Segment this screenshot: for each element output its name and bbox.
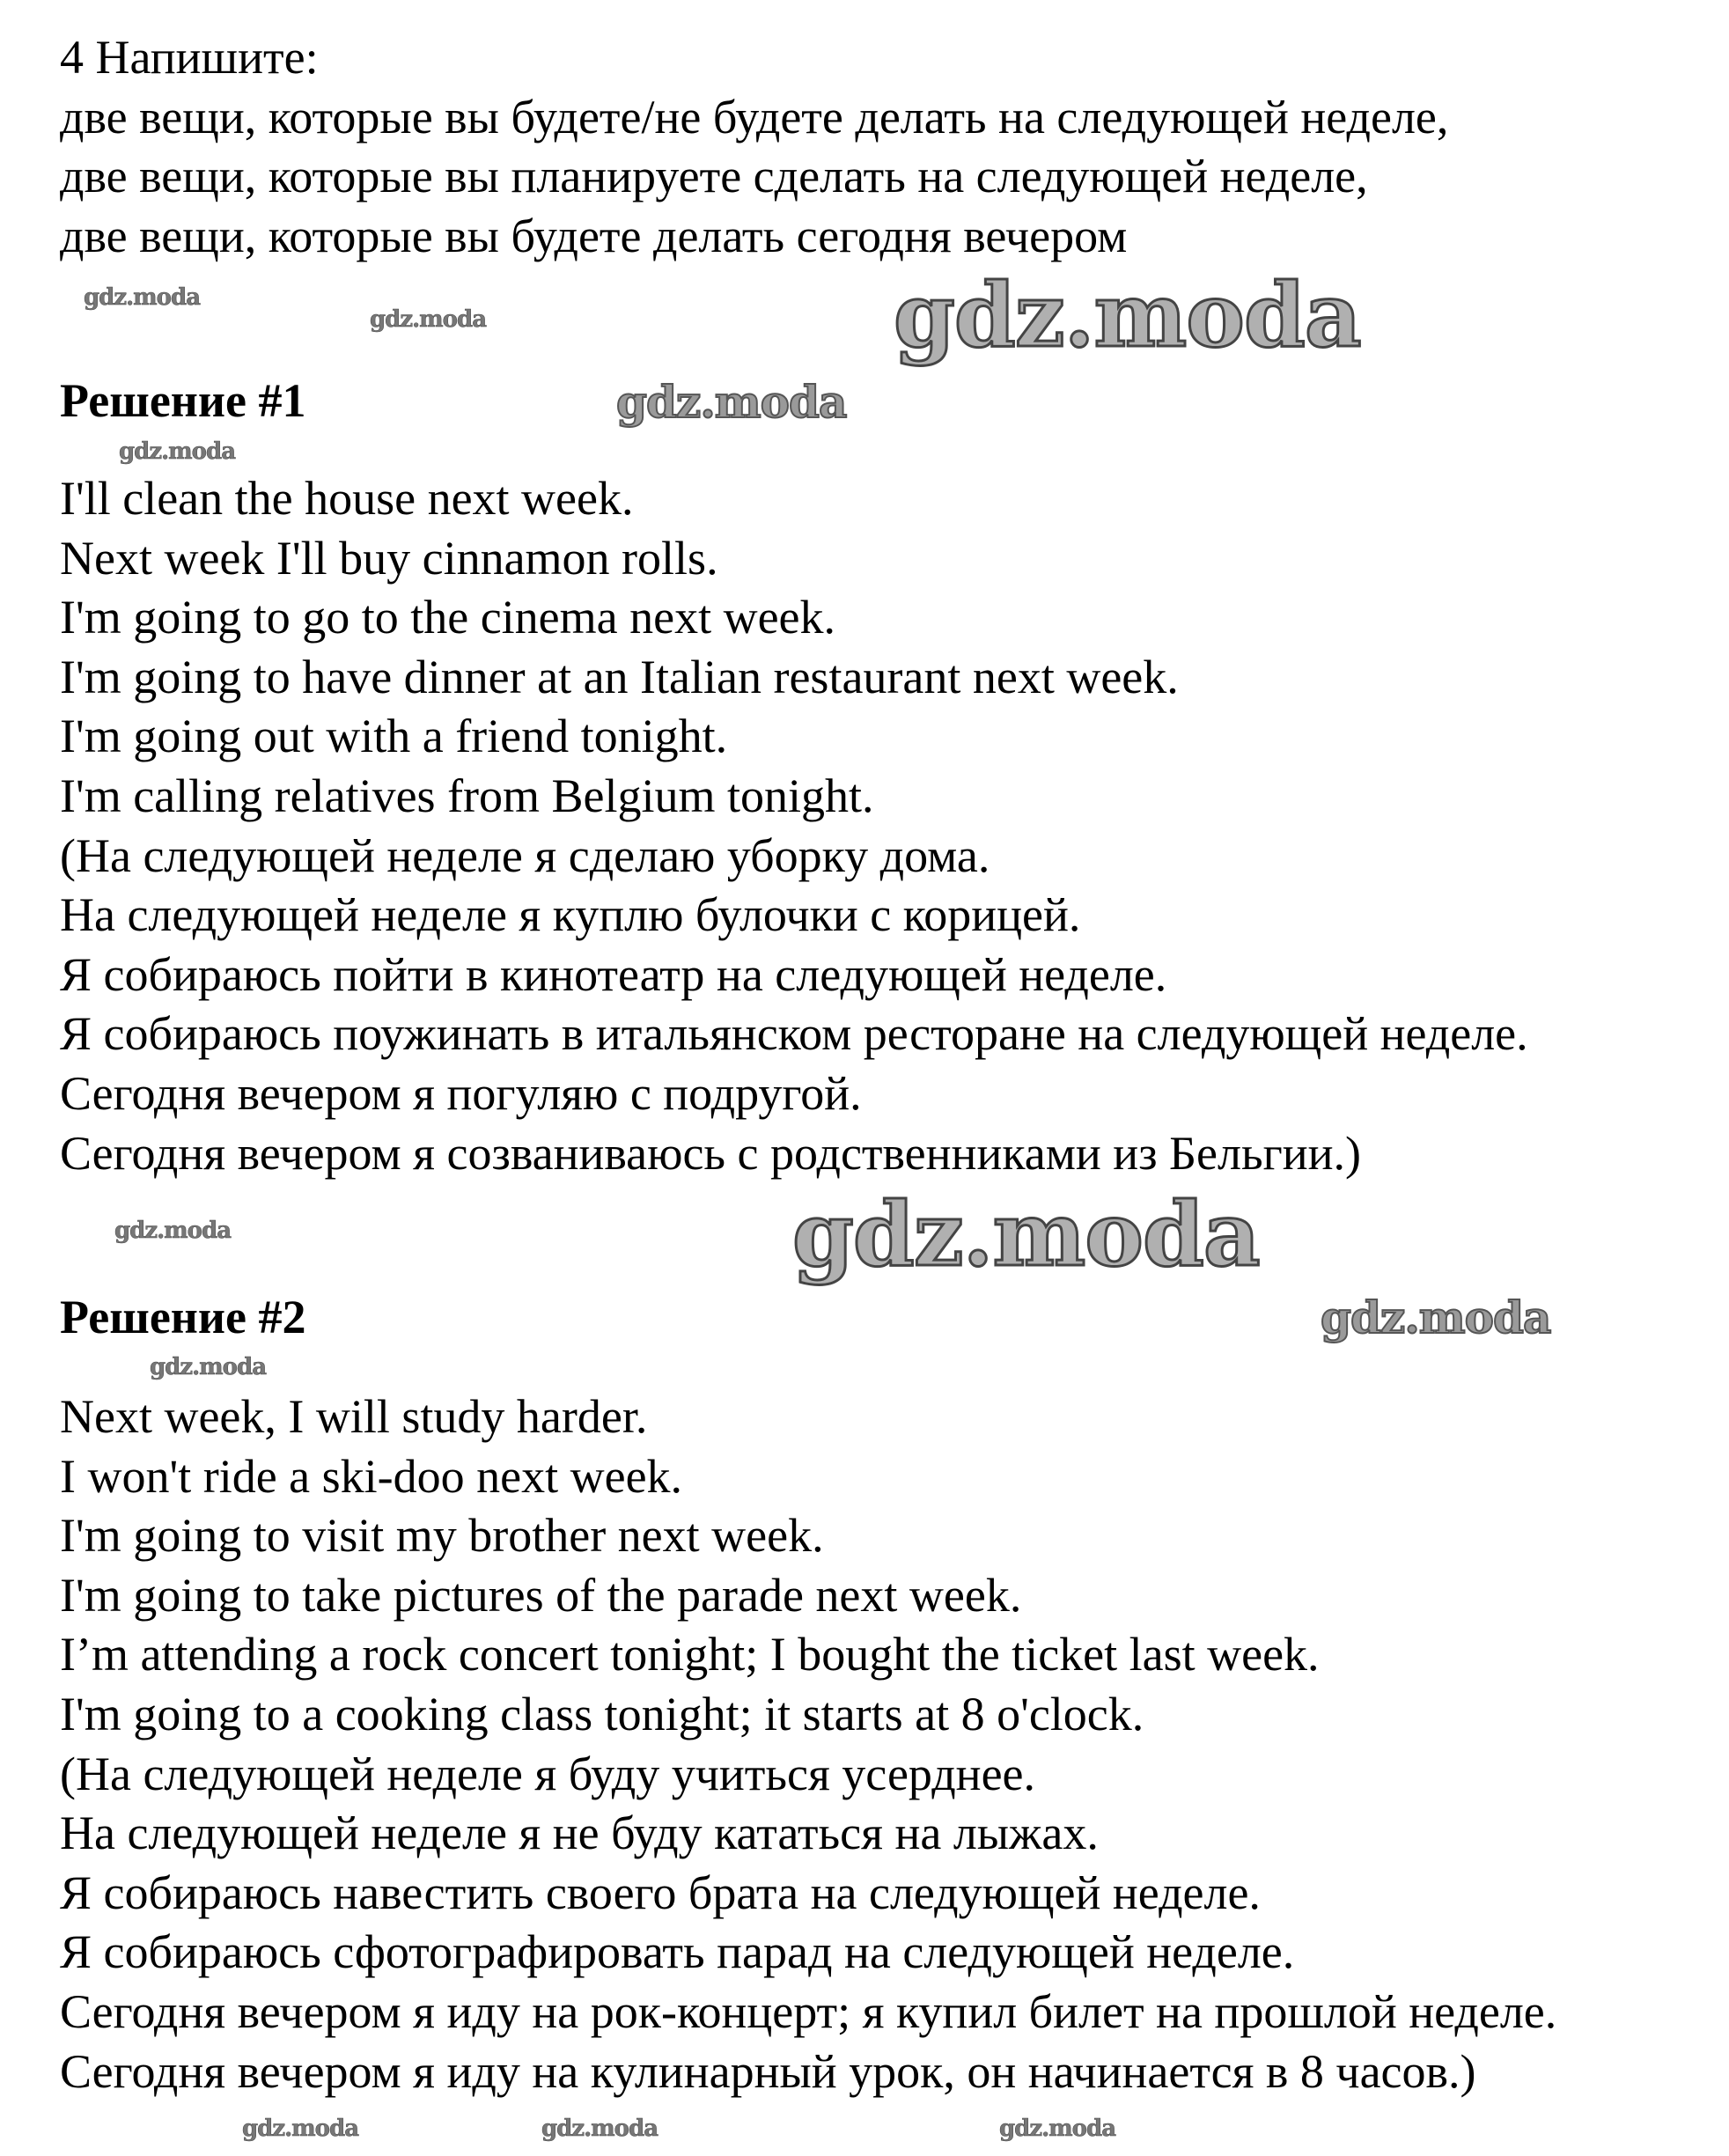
task-title: 4 Напишите: [60, 31, 319, 84]
task-line: две вещи, которые вы планируете сделать на следующей неделе, [60, 150, 1368, 203]
watermark: gdz.moda [242, 2116, 359, 2142]
solution2-block [60, 1387, 1556, 2101]
solution-line: (На следующей неделе я буду учиться усерднее. [60, 1747, 1036, 1800]
task-block [60, 28, 1448, 266]
solution-line: I'm going to have dinner at an Italian restaurant next week. [60, 650, 1179, 703]
solution-line: I'm calling relatives from Belgium tonight. [60, 769, 874, 822]
watermark: gdz.moda [114, 1218, 232, 1244]
solution-line: Я собираюсь пойти в кинотеатр на следующей неделе. [60, 947, 1167, 1001]
task-line: две вещи, которые вы будете/не будете делать на следующей неделе, [60, 90, 1449, 143]
solution-line: I'm going to take pictures of the parade next week. [60, 1568, 1022, 1622]
watermark: gdz.moda [1321, 1291, 1551, 1343]
solution-line: I'm going to go to the cinema next week. [60, 591, 836, 644]
task-line: две вещи, которые вы будете делать сегодня вечером [60, 209, 1128, 262]
watermark: gdz.moda [616, 376, 847, 428]
solution2-heading: Решение #2 [60, 1291, 306, 1343]
solution-line: Сегодня вечером я иду на рок-концерт; я купил билет на прошлой неделе. [60, 1984, 1557, 2038]
solution-line: Next week I'll buy cinnamon rolls. [60, 531, 718, 585]
solution1-heading: Решение #1 [60, 374, 306, 427]
solution-line: Сегодня вечером я погуляю с подругой. [60, 1066, 862, 1120]
watermark: gdz.moda [150, 1354, 267, 1380]
solution-line: На следующей неделе я куплю булочки с корицей. [60, 888, 1081, 942]
solution-line: На следующей неделе я не буду кататься на лыжах. [60, 1806, 1099, 1860]
solution-line: Next week, I will study harder. [60, 1390, 648, 1443]
watermark: gdz.moda [84, 284, 201, 311]
watermark: gdz.moda [541, 2116, 658, 2142]
solution-line: I'll clean the house next week. [60, 472, 634, 525]
solution-line: Я собираюсь поужинать в итальянском ресторане на следующей неделе. [60, 1007, 1528, 1061]
solution-line: I won't ride a ski-doo next week. [60, 1449, 683, 1503]
watermark: gdz.moda [792, 1182, 1260, 1286]
solution-line: I'm going to a cooking class tonight; it starts at 8 o'clock. [60, 1687, 1144, 1740]
solution-line: Сегодня вечером я созваниваюсь с родственниками из Бельгии.) [60, 1126, 1362, 1180]
watermark: gdz.moda [119, 438, 236, 465]
solution-line: I’m attending a rock concert tonight; I bought the ticket last week. [60, 1628, 1320, 1681]
solution-line: I'm going to visit my brother next week. [60, 1509, 824, 1563]
watermark: gdz.moda [999, 2116, 1116, 2142]
solution-line: (На следующей неделе я сделаю уборку дома. [60, 828, 990, 882]
solution-line: I'm going out with a friend tonight. [60, 710, 728, 763]
solution-line: Я собираюсь навестить своего брата на следующей неделе. [60, 1865, 1261, 1919]
watermark: gdz.moda [894, 263, 1361, 367]
solution-line: Я собираюсь сфотографировать парад на следующей неделе. [60, 1925, 1295, 1979]
watermark: gdz.moda [370, 306, 487, 333]
solution-line: Сегодня вечером я иду на кулинарный урок, он начинается в 8 часов.) [60, 2044, 1476, 2098]
solution1-block [60, 469, 1528, 1183]
